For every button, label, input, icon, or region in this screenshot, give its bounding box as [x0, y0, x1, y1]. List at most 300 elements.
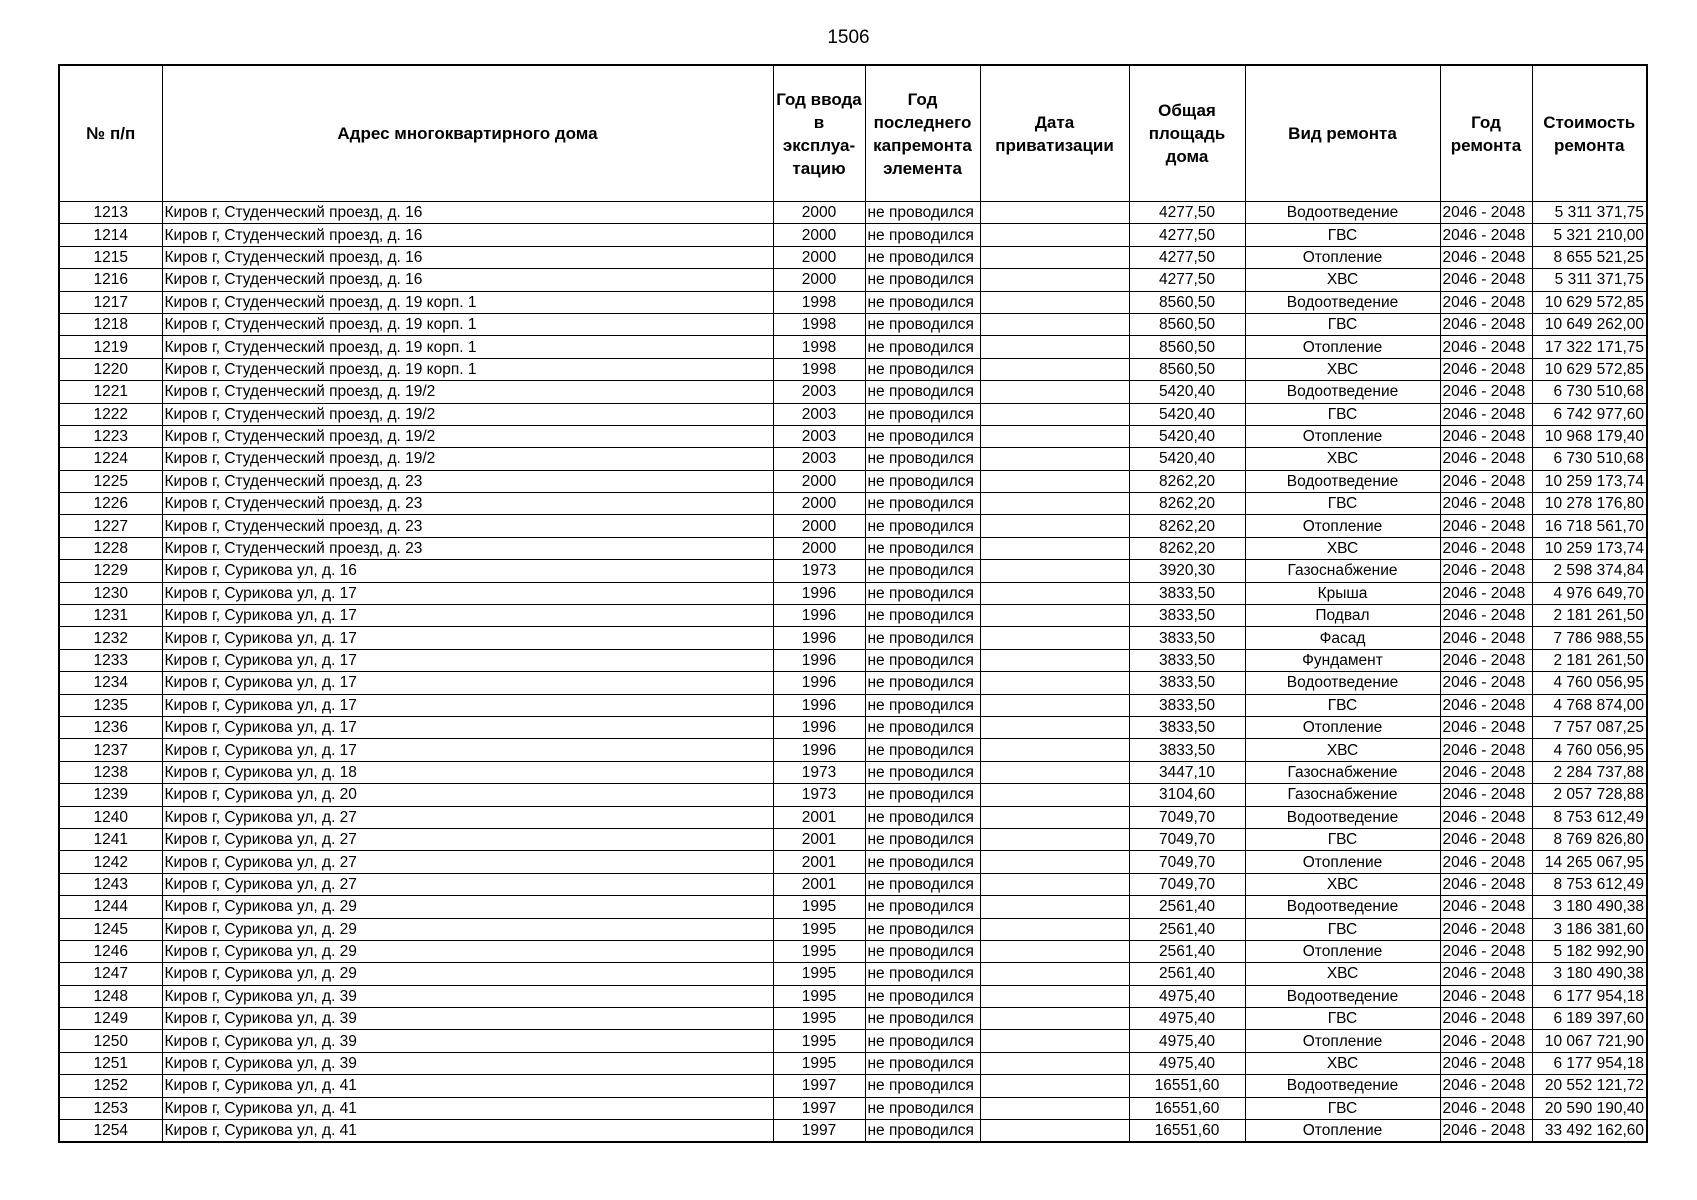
cell-address: Киров г, Студенческий проезд, д. 23	[162, 470, 773, 492]
cell-area: 2561,40	[1129, 963, 1245, 985]
cell-area: 4975,40	[1129, 1030, 1245, 1052]
cell-privatization	[980, 560, 1129, 582]
cell-privatization	[980, 1008, 1129, 1030]
cell-area: 8262,20	[1129, 515, 1245, 537]
cell-number: 1214	[59, 224, 162, 246]
cell-number: 1229	[59, 560, 162, 582]
cell-privatization	[980, 425, 1129, 447]
cell-year-built: 1998	[773, 358, 865, 380]
cell-repair-kind: Газоснабжение	[1245, 784, 1440, 806]
cell-repair-year: 2046 - 2048	[1440, 649, 1532, 671]
cell-last-repair: не проводился	[865, 403, 980, 425]
cell-repair-kind: Фасад	[1245, 627, 1440, 649]
cell-cost: 10 629 572,85	[1532, 358, 1647, 380]
cell-number: 1230	[59, 582, 162, 604]
cell-number: 1222	[59, 403, 162, 425]
cell-repair-year: 2046 - 2048	[1440, 1075, 1532, 1097]
cell-address: Киров г, Студенческий проезд, д. 19/2	[162, 425, 773, 447]
cell-address: Киров г, Сурикова ул, д. 17	[162, 694, 773, 716]
cell-area: 8262,20	[1129, 537, 1245, 559]
cell-number: 1240	[59, 806, 162, 828]
cell-address: Киров г, Студенческий проезд, д. 19 корп. 1	[162, 291, 773, 313]
cell-number: 1232	[59, 627, 162, 649]
cell-repair-kind: ХВС	[1245, 1052, 1440, 1074]
cell-repair-year: 2046 - 2048	[1440, 246, 1532, 268]
cell-address: Киров г, Студенческий проезд, д. 19/2	[162, 448, 773, 470]
table-row	[59, 739, 1647, 761]
cell-cost: 5 182 992,90	[1532, 940, 1647, 962]
cell-repair-kind: ХВС	[1245, 537, 1440, 559]
cell-last-repair: не проводился	[865, 672, 980, 694]
table-row	[59, 694, 1647, 716]
cell-year-built: 2003	[773, 403, 865, 425]
cell-number: 1213	[59, 202, 162, 224]
cell-year-built: 1998	[773, 313, 865, 335]
table-row	[59, 806, 1647, 828]
cell-number: 1227	[59, 515, 162, 537]
cell-area: 7049,70	[1129, 873, 1245, 895]
table-row	[59, 425, 1647, 447]
cell-area: 2561,40	[1129, 918, 1245, 940]
cell-last-repair: не проводился	[865, 963, 980, 985]
cell-address: Киров г, Сурикова ул, д. 17	[162, 739, 773, 761]
table-row	[59, 448, 1647, 470]
cell-year-built: 2000	[773, 202, 865, 224]
cell-address: Киров г, Сурикова ул, д. 27	[162, 851, 773, 873]
cell-cost: 20 552 121,72	[1532, 1075, 1647, 1097]
cell-address: Киров г, Сурикова ул, д. 17	[162, 582, 773, 604]
cell-number: 1238	[59, 761, 162, 783]
cell-repair-kind: Водоотведение	[1245, 672, 1440, 694]
cell-last-repair: не проводился	[865, 761, 980, 783]
cell-last-repair: не проводился	[865, 828, 980, 850]
cell-last-repair: не проводился	[865, 202, 980, 224]
cell-repair-year: 2046 - 2048	[1440, 1052, 1532, 1074]
cell-area: 5420,40	[1129, 403, 1245, 425]
table-row	[59, 582, 1647, 604]
cell-number: 1215	[59, 246, 162, 268]
cell-number: 1246	[59, 940, 162, 962]
cell-last-repair: не проводился	[865, 470, 980, 492]
cell-cost: 4 768 874,00	[1532, 694, 1647, 716]
table-row	[59, 627, 1647, 649]
cell-repair-year: 2046 - 2048	[1440, 1120, 1532, 1143]
cell-repair-kind: Отопление	[1245, 246, 1440, 268]
table-body	[59, 202, 1647, 1143]
cell-repair-kind: Водоотведение	[1245, 1075, 1440, 1097]
cell-cost: 10 629 572,85	[1532, 291, 1647, 313]
table-row	[59, 985, 1647, 1007]
cell-area: 8262,20	[1129, 493, 1245, 515]
cell-number: 1248	[59, 985, 162, 1007]
cell-repair-year: 2046 - 2048	[1440, 963, 1532, 985]
cell-repair-kind: Отопление	[1245, 1030, 1440, 1052]
cell-privatization	[980, 1030, 1129, 1052]
table-row	[59, 202, 1647, 224]
table-row	[59, 605, 1647, 627]
table-row	[59, 1120, 1647, 1143]
cell-year-built: 1996	[773, 739, 865, 761]
cell-year-built: 1995	[773, 963, 865, 985]
cell-last-repair: не проводился	[865, 336, 980, 358]
cell-repair-kind: Отопление	[1245, 336, 1440, 358]
cell-cost: 14 265 067,95	[1532, 851, 1647, 873]
header-area: Общая площадь дома	[1129, 65, 1245, 202]
cell-repair-kind: ХВС	[1245, 358, 1440, 380]
cell-privatization	[980, 202, 1129, 224]
cell-area: 8560,50	[1129, 313, 1245, 335]
cell-privatization	[980, 672, 1129, 694]
cell-repair-year: 2046 - 2048	[1440, 672, 1532, 694]
cell-number: 1234	[59, 672, 162, 694]
cell-year-built: 2001	[773, 873, 865, 895]
table-row	[59, 537, 1647, 559]
cell-last-repair: не проводился	[865, 560, 980, 582]
cell-repair-kind: ГВС	[1245, 493, 1440, 515]
table-header-row	[59, 65, 1647, 202]
cell-privatization	[980, 381, 1129, 403]
cell-area: 16551,60	[1129, 1075, 1245, 1097]
cell-privatization	[980, 896, 1129, 918]
cell-cost: 10 968 179,40	[1532, 425, 1647, 447]
cell-repair-year: 2046 - 2048	[1440, 381, 1532, 403]
cell-repair-year: 2046 - 2048	[1440, 1008, 1532, 1030]
cell-privatization	[980, 828, 1129, 850]
cell-number: 1218	[59, 313, 162, 335]
table-row	[59, 649, 1647, 671]
cell-area: 8560,50	[1129, 358, 1245, 380]
cell-year-built: 2000	[773, 269, 865, 291]
cell-area: 4975,40	[1129, 985, 1245, 1007]
cell-cost: 8 753 612,49	[1532, 873, 1647, 895]
cell-cost: 5 321 210,00	[1532, 224, 1647, 246]
cell-address: Киров г, Студенческий проезд, д. 19/2	[162, 381, 773, 403]
cell-year-built: 1996	[773, 649, 865, 671]
cell-repair-year: 2046 - 2048	[1440, 470, 1532, 492]
cell-cost: 8 769 826,80	[1532, 828, 1647, 850]
cell-repair-kind: Крыша	[1245, 582, 1440, 604]
table-row	[59, 560, 1647, 582]
cell-address: Киров г, Сурикова ул, д. 39	[162, 1008, 773, 1030]
cell-repair-kind: ГВС	[1245, 224, 1440, 246]
cell-year-built: 1996	[773, 627, 865, 649]
cell-address: Киров г, Сурикова ул, д. 29	[162, 918, 773, 940]
cell-cost: 6 189 397,60	[1532, 1008, 1647, 1030]
cell-repair-year: 2046 - 2048	[1440, 336, 1532, 358]
cell-repair-kind: Водоотведение	[1245, 291, 1440, 313]
cell-last-repair: не проводился	[865, 605, 980, 627]
table-row	[59, 716, 1647, 738]
cell-privatization	[980, 605, 1129, 627]
cell-last-repair: не проводился	[865, 425, 980, 447]
cell-area: 3833,50	[1129, 672, 1245, 694]
cell-privatization	[980, 649, 1129, 671]
cell-area: 7049,70	[1129, 851, 1245, 873]
cell-address: Киров г, Сурикова ул, д. 41	[162, 1075, 773, 1097]
cell-year-built: 2003	[773, 448, 865, 470]
cell-address: Киров г, Студенческий проезд, д. 23	[162, 537, 773, 559]
table-row	[59, 873, 1647, 895]
cell-last-repair: не проводился	[865, 291, 980, 313]
cell-privatization	[980, 985, 1129, 1007]
cell-number: 1253	[59, 1097, 162, 1119]
cell-area: 3833,50	[1129, 649, 1245, 671]
cell-address: Киров г, Сурикова ул, д. 41	[162, 1097, 773, 1119]
cell-number: 1217	[59, 291, 162, 313]
cell-cost: 10 067 721,90	[1532, 1030, 1647, 1052]
cell-repair-year: 2046 - 2048	[1440, 1030, 1532, 1052]
cell-year-built: 2001	[773, 851, 865, 873]
table-row	[59, 1008, 1647, 1030]
table-row	[59, 403, 1647, 425]
cell-address: Киров г, Студенческий проезд, д. 16	[162, 224, 773, 246]
cell-last-repair: не проводился	[865, 269, 980, 291]
cell-cost: 2 284 737,88	[1532, 761, 1647, 783]
cell-area: 4277,50	[1129, 202, 1245, 224]
table-row	[59, 896, 1647, 918]
cell-address: Киров г, Сурикова ул, д. 41	[162, 1120, 773, 1143]
cell-address: Киров г, Сурикова ул, д. 29	[162, 896, 773, 918]
cell-cost: 6 177 954,18	[1532, 1052, 1647, 1074]
cell-area: 16551,60	[1129, 1120, 1245, 1143]
cell-number: 1235	[59, 694, 162, 716]
cell-privatization	[980, 470, 1129, 492]
table-row	[59, 224, 1647, 246]
cell-cost: 3 180 490,38	[1532, 896, 1647, 918]
header-privatization: Дата приватизации	[980, 65, 1129, 202]
table-row	[59, 313, 1647, 335]
cell-repair-kind: Отопление	[1245, 515, 1440, 537]
cell-privatization	[980, 537, 1129, 559]
cell-year-built: 1997	[773, 1097, 865, 1119]
cell-number: 1224	[59, 448, 162, 470]
cell-privatization	[980, 224, 1129, 246]
cell-year-built: 2000	[773, 493, 865, 515]
cell-privatization	[980, 582, 1129, 604]
table-row	[59, 1030, 1647, 1052]
cell-repair-year: 2046 - 2048	[1440, 716, 1532, 738]
cell-privatization	[980, 963, 1129, 985]
cell-privatization	[980, 873, 1129, 895]
cell-address: Киров г, Студенческий проезд, д. 19 корп. 1	[162, 358, 773, 380]
cell-number: 1219	[59, 336, 162, 358]
cell-repair-kind: ГВС	[1245, 1008, 1440, 1030]
table-row	[59, 761, 1647, 783]
cell-number: 1241	[59, 828, 162, 850]
table-row	[59, 963, 1647, 985]
cell-year-built: 1995	[773, 1008, 865, 1030]
cell-cost: 8 753 612,49	[1532, 806, 1647, 828]
cell-area: 3104,60	[1129, 784, 1245, 806]
cell-privatization	[980, 493, 1129, 515]
cell-number: 1250	[59, 1030, 162, 1052]
cell-year-built: 2000	[773, 246, 865, 268]
cell-privatization	[980, 1097, 1129, 1119]
cell-repair-kind: ГВС	[1245, 918, 1440, 940]
cell-repair-kind: Отопление	[1245, 940, 1440, 962]
cell-repair-kind: ХВС	[1245, 269, 1440, 291]
cell-last-repair: не проводился	[865, 873, 980, 895]
cell-last-repair: не проводился	[865, 1052, 980, 1074]
cell-number: 1231	[59, 605, 162, 627]
cell-number: 1236	[59, 716, 162, 738]
cell-address: Киров г, Сурикова ул, д. 39	[162, 985, 773, 1007]
cell-number: 1242	[59, 851, 162, 873]
cell-address: Киров г, Студенческий проезд, д. 19/2	[162, 403, 773, 425]
cell-privatization	[980, 739, 1129, 761]
cell-number: 1239	[59, 784, 162, 806]
cell-address: Киров г, Сурикова ул, д. 17	[162, 672, 773, 694]
cell-area: 2561,40	[1129, 940, 1245, 962]
cell-area: 5420,40	[1129, 448, 1245, 470]
cell-area: 8560,50	[1129, 291, 1245, 313]
cell-cost: 2 181 261,50	[1532, 649, 1647, 671]
cell-privatization	[980, 1052, 1129, 1074]
cell-address: Киров г, Студенческий проезд, д. 19 корп. 1	[162, 313, 773, 335]
cell-last-repair: не проводился	[865, 358, 980, 380]
cell-year-built: 1995	[773, 1030, 865, 1052]
table-row	[59, 493, 1647, 515]
cell-last-repair: не проводился	[865, 806, 980, 828]
cell-year-built: 1995	[773, 896, 865, 918]
table-row	[59, 1052, 1647, 1074]
cell-last-repair: не проводился	[865, 224, 980, 246]
cell-address: Киров г, Сурикова ул, д. 27	[162, 806, 773, 828]
cell-area: 4277,50	[1129, 269, 1245, 291]
cell-cost: 10 649 262,00	[1532, 313, 1647, 335]
cell-cost: 3 186 381,60	[1532, 918, 1647, 940]
cell-last-repair: не проводился	[865, 739, 980, 761]
cell-year-built: 2003	[773, 425, 865, 447]
cell-last-repair: не проводился	[865, 985, 980, 1007]
cell-cost: 5 311 371,75	[1532, 269, 1647, 291]
cell-number: 1245	[59, 918, 162, 940]
cell-last-repair: не проводился	[865, 896, 980, 918]
cell-repair-year: 2046 - 2048	[1440, 313, 1532, 335]
cell-area: 2561,40	[1129, 896, 1245, 918]
header-repair-kind: Вид ремонта	[1245, 65, 1440, 202]
table-row	[59, 336, 1647, 358]
cell-year-built: 1996	[773, 716, 865, 738]
cell-cost: 7 786 988,55	[1532, 627, 1647, 649]
cell-year-built: 1995	[773, 940, 865, 962]
table-row	[59, 246, 1647, 268]
cell-last-repair: не проводился	[865, 381, 980, 403]
cell-number: 1244	[59, 896, 162, 918]
cell-address: Киров г, Студенческий проезд, д. 19 корп. 1	[162, 336, 773, 358]
cell-cost: 4 760 056,95	[1532, 739, 1647, 761]
header-last-repair: Год последнего капремонта элемента	[865, 65, 980, 202]
header-repair-year: Год ремонта	[1440, 65, 1532, 202]
cell-area: 3833,50	[1129, 627, 1245, 649]
cell-address: Киров г, Студенческий проезд, д. 16	[162, 202, 773, 224]
cell-address: Киров г, Сурикова ул, д. 29	[162, 963, 773, 985]
cell-repair-kind: Водоотведение	[1245, 806, 1440, 828]
cell-repair-year: 2046 - 2048	[1440, 202, 1532, 224]
cell-repair-kind: ХВС	[1245, 963, 1440, 985]
cell-repair-year: 2046 - 2048	[1440, 269, 1532, 291]
cell-cost: 6 742 977,60	[1532, 403, 1647, 425]
cell-year-built: 1973	[773, 761, 865, 783]
cell-number: 1228	[59, 537, 162, 559]
table-row	[59, 515, 1647, 537]
table-row	[59, 784, 1647, 806]
cell-repair-kind: Водоотведение	[1245, 470, 1440, 492]
cell-number: 1243	[59, 873, 162, 895]
cell-cost: 17 322 171,75	[1532, 336, 1647, 358]
cell-privatization	[980, 806, 1129, 828]
cell-area: 3833,50	[1129, 716, 1245, 738]
cell-number: 1252	[59, 1075, 162, 1097]
cell-repair-kind: ГВС	[1245, 313, 1440, 335]
cell-year-built: 1995	[773, 918, 865, 940]
cell-number: 1225	[59, 470, 162, 492]
cell-repair-year: 2046 - 2048	[1440, 985, 1532, 1007]
cell-number: 1233	[59, 649, 162, 671]
cell-cost: 6 177 954,18	[1532, 985, 1647, 1007]
cell-repair-year: 2046 - 2048	[1440, 739, 1532, 761]
cell-year-built: 1998	[773, 336, 865, 358]
cell-address: Киров г, Студенческий проезд, д. 23	[162, 515, 773, 537]
cell-address: Киров г, Студенческий проезд, д. 16	[162, 246, 773, 268]
cell-repair-year: 2046 - 2048	[1440, 582, 1532, 604]
table-row	[59, 470, 1647, 492]
cell-address: Киров г, Сурикова ул, д. 39	[162, 1030, 773, 1052]
cell-last-repair: не проводился	[865, 1075, 980, 1097]
cell-privatization	[980, 313, 1129, 335]
cell-address: Киров г, Сурикова ул, д. 20	[162, 784, 773, 806]
cell-cost: 6 730 510,68	[1532, 381, 1647, 403]
cell-number: 1247	[59, 963, 162, 985]
cell-year-built: 2001	[773, 806, 865, 828]
table-row	[59, 1097, 1647, 1119]
cell-last-repair: не проводился	[865, 940, 980, 962]
cell-repair-kind: ГВС	[1245, 828, 1440, 850]
cell-repair-year: 2046 - 2048	[1440, 1097, 1532, 1119]
table-row	[59, 358, 1647, 380]
cell-address: Киров г, Сурикова ул, д. 17	[162, 716, 773, 738]
cell-privatization	[980, 246, 1129, 268]
cell-last-repair: не проводился	[865, 537, 980, 559]
cell-area: 3833,50	[1129, 582, 1245, 604]
cell-address: Киров г, Сурикова ул, д. 18	[162, 761, 773, 783]
cell-year-built: 1997	[773, 1075, 865, 1097]
table-row	[59, 381, 1647, 403]
cell-privatization	[980, 761, 1129, 783]
table-row	[59, 672, 1647, 694]
cell-repair-kind: ХВС	[1245, 448, 1440, 470]
cell-privatization	[980, 784, 1129, 806]
cell-area: 3833,50	[1129, 605, 1245, 627]
cell-repair-kind: ГВС	[1245, 694, 1440, 716]
cell-area: 5420,40	[1129, 425, 1245, 447]
cell-repair-kind: ГВС	[1245, 1097, 1440, 1119]
cell-repair-year: 2046 - 2048	[1440, 761, 1532, 783]
cell-repair-kind: Газоснабжение	[1245, 560, 1440, 582]
cell-area: 7049,70	[1129, 806, 1245, 828]
cell-repair-year: 2046 - 2048	[1440, 448, 1532, 470]
cell-year-built: 2000	[773, 224, 865, 246]
cell-repair-kind: Подвал	[1245, 605, 1440, 627]
cell-repair-kind: Фундамент	[1245, 649, 1440, 671]
cell-repair-kind: Водоотведение	[1245, 985, 1440, 1007]
cell-cost: 6 730 510,68	[1532, 448, 1647, 470]
cell-area: 4975,40	[1129, 1052, 1245, 1074]
cell-year-built: 1996	[773, 582, 865, 604]
cell-cost: 8 655 521,25	[1532, 246, 1647, 268]
page-number: 1506	[827, 27, 870, 48]
cell-address: Киров г, Сурикова ул, д. 17	[162, 627, 773, 649]
